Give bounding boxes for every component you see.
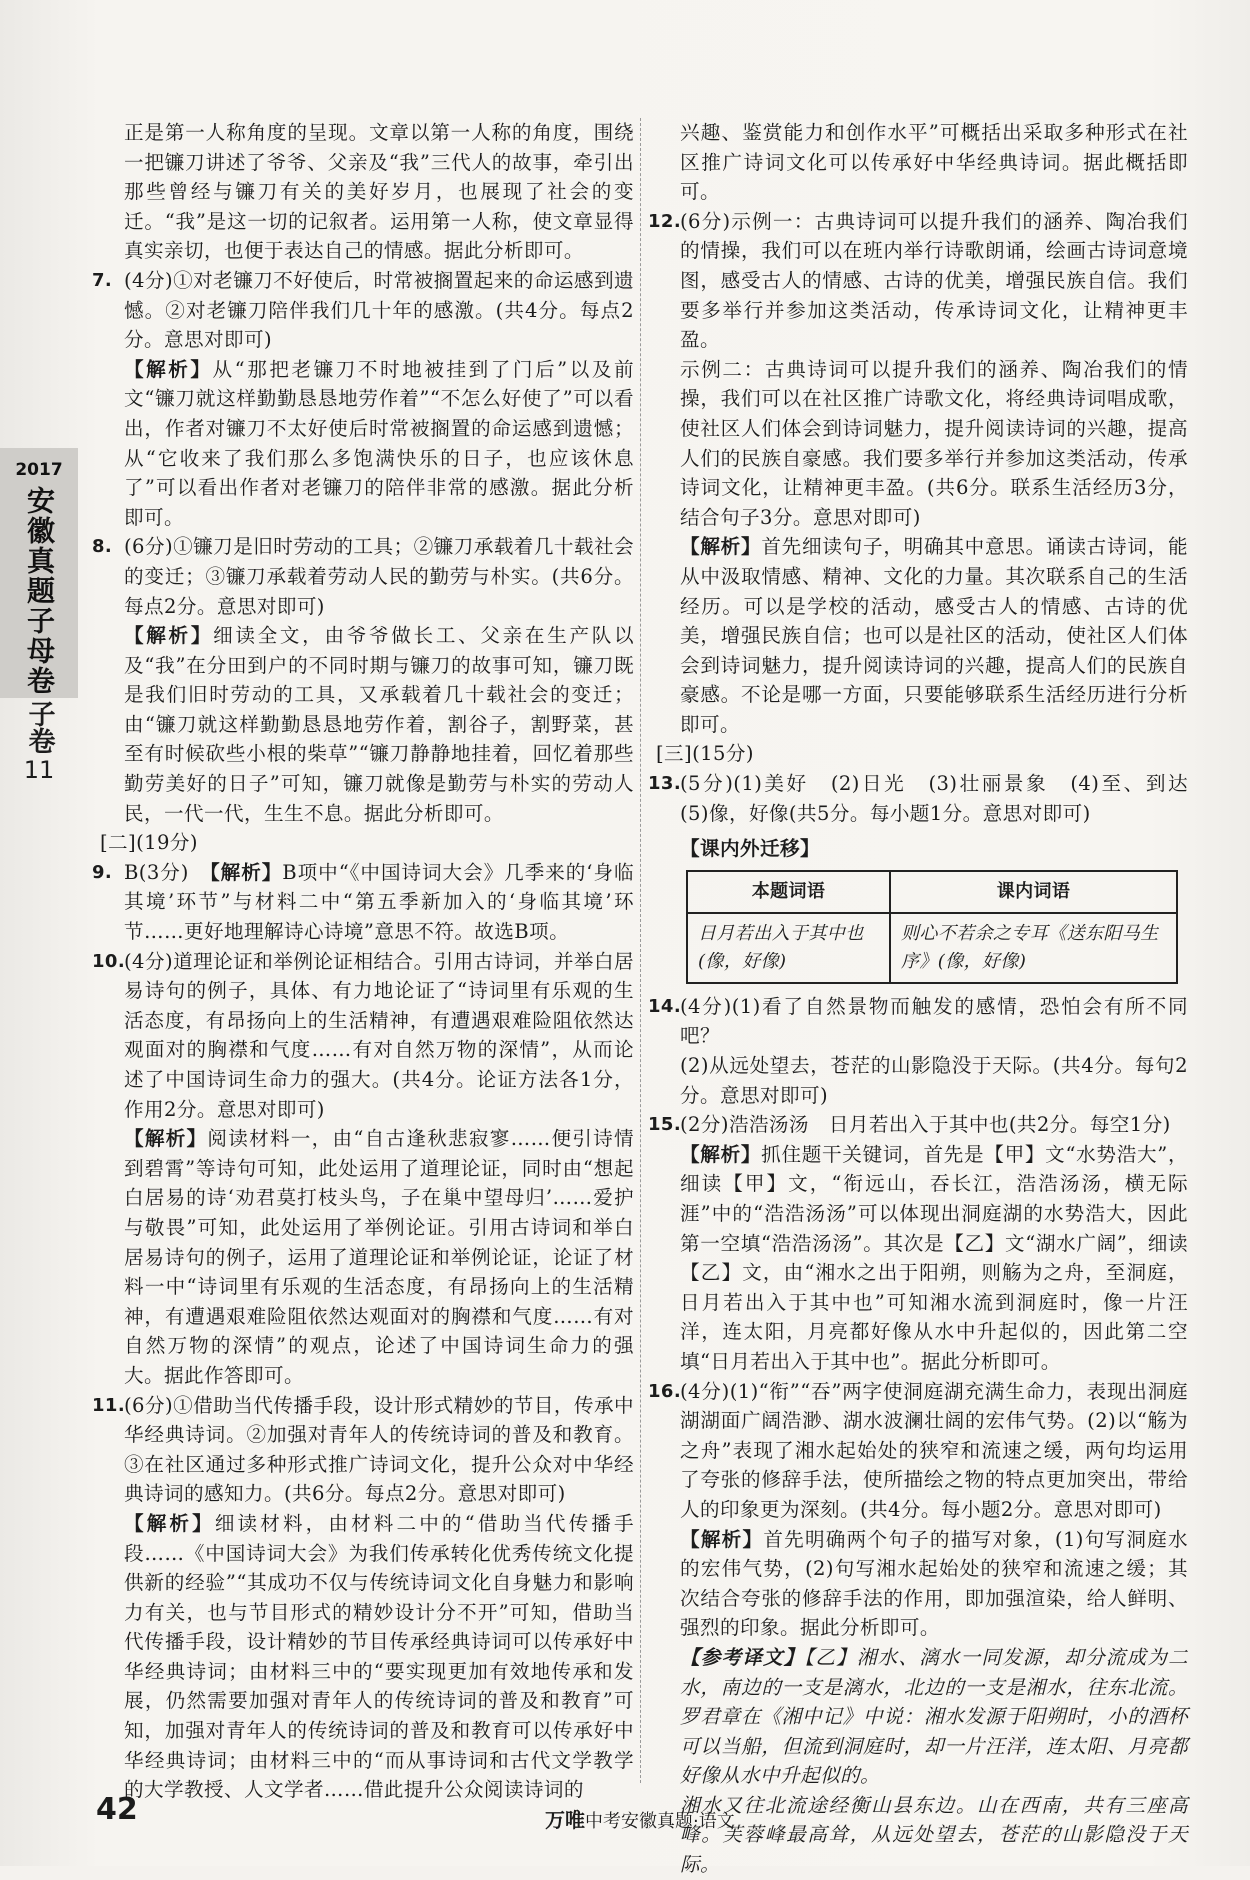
question-number: 13. [648, 773, 682, 795]
analysis-text: 阅读材料一，由“自古逢秋悲寂寥……便引诗情到碧霄”等诗句可知，此处运用了道理论证，同时由“想起白居易的诗‘劝君莫打枝头鸟，子在巢中望母归’……爱护与敬畏”可知，此处运用了举例论证。引用古诗词和举白居易诗句的例子，运用了道理论证和举例论证，论证了材料一中“诗词里有乐观的生活态度，有昂扬向上的生活精神，有遭遇艰难险阻依然达观面对的胸襟和气度……有对自然万物的深情”的观点，论述了中国诗词生命力的强大。据此作答即可。 [124, 1127, 634, 1387]
translation [648, 1643, 1188, 1791]
sidebar-title: 安徽真题子母卷 [23, 486, 56, 696]
answer-text: (4分)(1)看了自然景物而触发的感情，恐怕会有所不同吧？ [680, 994, 1188, 1048]
table-row [687, 913, 1177, 983]
translation-text: 【乙】湘水、漓水一同发源，却分流成为二水，南边的一支是漓水，北边的一支是湘水，往东北流。罗君章在《湘中记》中说：湘水发源于阳朔时，小的酒杯可以当船，但流到洞庭时，却一片汪洋，连太阳、月亮都好像从水中升起似的。 [680, 1645, 1188, 1788]
question-number: 7. [92, 269, 113, 291]
book-title: 中考安徽真题·语文 [585, 1811, 735, 1832]
question-number: 16. [648, 1380, 682, 1402]
analysis-10 [92, 1124, 634, 1390]
analysis-15 [648, 1140, 1188, 1377]
analysis-text: 抓住题干关键词，首先是【甲】文“水势浩大”，细读【甲】文，“衔远山，吞长江，浩浩汤汤，横无际涯”中的“浩浩汤汤”可以体现出洞庭湖的水势浩大，因此第一空填“浩浩汤汤”。其次是【乙】文“湖水广阔”，细读【乙】文，由“湘水之出于阳朔，则觞为之舟，至洞庭，日月若出入于其中也”可知湘水流到洞庭时，像一片汪洋，连太阳，月亮都好像从水中升起似的，因此第二空填“日月若出入于其中也”。据此分析即可。 [680, 1142, 1188, 1373]
analysis-12 [648, 532, 1188, 739]
analysis-text: 细读全文，由爷爷做长工、父亲在生产队以及“我”在分田到户的不同时期与镰刀的故事可知，镰刀既是我们旧时劳动的工具，又承载着几十载社会的变迁；由“镰刀就这样勤勤恳恳地劳作着，割谷子，割野菜，甚至有时候砍些小根的柴草”“镰刀静静地挂着，回忆着那些勤劳美好的日子”可知，镰刀就像是勤劳与朴实的劳动人民，一代一代，生生不息。据此分析即可。 [124, 624, 634, 825]
analysis-7 [92, 355, 634, 533]
table-header: 课内词语 [890, 871, 1177, 913]
question-number: 12. [648, 210, 682, 232]
sidebar-year: 2017 [15, 460, 63, 480]
example-2: 示例二：古典诗词可以提升我们的涵养、陶冶我们的情操，我们可以在社区推广诗歌文化，将经典诗词唱成歌，使社区人们体会到诗词魅力，提升阅读诗词的兴趣，提高人们的民族自豪感。我们要多举行并参加这类活动，传承诗词文化，让精神更丰盈。(共6分。联系生活经历3分，结合句子3分。意思对即可) [680, 357, 1188, 529]
question-10 [92, 947, 634, 1125]
question-number: 11. [92, 1394, 126, 1416]
analysis-text: 从“那把老镰刀不时地被挂到了门后”以及前文“镰刀就这样勤勤恳恳地劳作着”“不怎么好使了”可以看出，作者对镰刀不太好使后时常被搁置的命运感到遗憾；从“它收来了我们那么多饱满快乐的日子，也应该休息了”可以看出作者对老镰刀的陪伴非常的感激。据此分析即可。 [124, 357, 634, 529]
answer-text: (4分)(1)“衔”“吞”两字使洞庭湖充满生命力，表现出洞庭湖湖面广阔浩渺、湖水波澜壮阔的宏伟气势。(2)以“觞为之舟”表现了湘水起始处的狭窄和流速之缓，两句均运用了夸张的修辞手法，使所描绘之物的特点更加突出，带给人的印象更为深刻。(共4分。每小题2分。意思对即可) [680, 1379, 1188, 1521]
left-column [92, 118, 634, 1805]
question-12 [648, 207, 1188, 355]
analysis-text: 首先细读句子，明确其中意思。诵读古诗词，能从中汲取情感、精神、文化的力量。其次联系自己的生活经历。可以是学校的活动，感受古人的情感、古诗的优美，增强民族自信；也可以是社区的活动，使社区人们体会到诗词魅力，提升阅读诗词的兴趣，提高人们的民族自豪感。不论是哪一方面，只要能够联系生活经历进行分析即可。 [680, 535, 1188, 736]
table-header: 本题词语 [687, 871, 890, 913]
analysis-8 [92, 621, 634, 828]
section-heading-2: [二](19分) [100, 831, 198, 855]
right-column [648, 118, 1208, 1880]
analysis-text: 细读材料，由材料二中的“借助当代传播手段……《中国诗词大会》为我们传承转化优秀传统文化提供新的经验”“其成功不仅与传统诗词文化自身魅力和影响力有关，也与节目形式的精妙设计分不开”可知，借助当代传播手段，设计精妙的节目传承经典诗词可以传承好中华经典诗词；由材料三中的“要实现更加有效地传承和发展，仍然需要加强对青年人的传统诗词的普及和教育”可知，加强对青年人的传统诗词的普及和教育可以传承好中华经典诗词；由材料三中的“而从事诗词和古代文学教学的大学教授、人文学者……借此提升公众阅读诗词的 [124, 1511, 634, 1802]
answer-text: (4分)①对老镰刀不好使后，时常被搁置起来的命运感到遗憾。②对老镰刀陪伴我们几十年的感激。(共4分。每点2分。意思对即可) [124, 268, 634, 352]
question-number: 15. [648, 1114, 682, 1136]
analysis-text: B项中“《中国诗词大会》几季来的‘身临其境’环节”与材料二中“第五季新加入的‘身临其境’环节……更好地理解诗心诗境”意思不符。故选B项。 [124, 860, 635, 944]
analysis-tag: 【解析】 [680, 1527, 764, 1551]
word-comparison-table [686, 870, 1178, 984]
page-number: 42 [96, 1792, 138, 1827]
answer-text: (6分)①镰刀是旧时劳动的工具；②镰刀承载着几十载社会的变迁；③镰刀承载着劳动人民的勤劳与朴实。(共6分。每点2分。意思对即可) [124, 535, 634, 618]
question-16 [648, 1377, 1188, 1525]
sidebar-sub [0, 700, 78, 784]
question-7 [92, 266, 634, 355]
answer-text: (5分)(1)美好 (2)日光 (3)壮丽景象 (4)至、到达 (5)像，好像(共5分。每小题1分。意思对即可) [680, 772, 1208, 825]
translation-tag: 【参考译文】 [680, 1645, 805, 1669]
analysis-tag: 【解析】 [124, 624, 214, 648]
analysis-text: 首先明确两个句子的描写对象，(1)句写洞庭水的宏伟气势，(2)句写湘水起始处的狭窄和流速之缓；其次结合夸张的修辞手法的作用，即加强渲染，给人鲜明、强烈的印象。据此分析即可。 [680, 1527, 1188, 1640]
analysis-tag: 【解析】 [680, 1142, 762, 1166]
answer-text: (6分)示例一：古典诗词可以提升我们的涵养、陶冶我们的情操，我们可以在班内举行诗歌朗诵，绘画古诗词意境图，感受古人的情感、古诗的优美，增强民族自信。我们要多举行并参加这类活动，传承诗词文化，让精神更丰盈。 [680, 209, 1188, 352]
transfer-heading: 【课内外迁移】 [680, 837, 820, 861]
q11-continuation: 兴趣、鉴赏能力和创作水平”可概括出采取多种形式在社区推广诗词文化可以传承好中华经典诗词。据此概括即可。 [680, 121, 1188, 204]
question-8 [92, 532, 634, 621]
sidebar-tab [0, 448, 78, 698]
analysis-tag: 【解析】 [124, 357, 213, 381]
answer-text: (4分)道理论证和举例论证相结合。引用古诗词，并举白居易诗句的例子，具体、有力地论证了“诗词里有乐观的生活态度，有昂扬向上的生活精神，有遭遇艰难险阻依然达观面对的胸襟和气度……有对自然万物的深情”，从而论述了中国诗词生命力的强大。(共4分。论证方法各1分，作用2分。意思对即可) [124, 949, 634, 1121]
question-number: 10. [92, 950, 126, 972]
q6-continuation: 正是第一人称角度的呈现。文章以第一人称的角度，围绕一把镰刀讲述了爷爷、父亲及“我”三代人的故事，牵引出那些曾经与镰刀有关的美好岁月，也展现了社会的变迁。“我”是这一切的记叙者。运用第一人称，使文章显得真实亲切，也便于表达自己的情感。据此分析即可。 [124, 121, 634, 263]
answer-14-part2: (2)从远处望去，苍茫的山影隐没于天际。(共4分。每句2分。意思对即可) [680, 1054, 1188, 1107]
answer-text: (6分)①借助当代传播手段，设计形式精妙的节目，传承中华经典诗词。②加强对青年人的传统诗词的普及和教育。③在社区通过多种形式推广诗词文化，提升公众对中华经典诗词的感知力。(共6分。每点2分。意思对即可) [124, 1393, 634, 1506]
sidebar-sub-label: 子卷 [23, 700, 55, 754]
question-15 [648, 1110, 1188, 1140]
table-cell: 则心不若余之专耳《送东阳马生序》(像，好像) [890, 913, 1177, 983]
table-cell: 日月若出入于其中也(像，好像) [687, 913, 890, 983]
answer-text: B(3分) [124, 860, 189, 884]
section-heading-3: [三](15分) [656, 742, 754, 766]
answer-text: (2分)浩浩汤汤 日月若出入于其中也(共2分。每空1分) [680, 1113, 1171, 1137]
analysis-16 [648, 1525, 1188, 1643]
footer-brand [545, 1804, 735, 1833]
question-number: 9. [92, 861, 113, 883]
question-14 [648, 992, 1188, 1051]
question-number: 14. [648, 995, 682, 1017]
analysis-tag: 【解析】 [124, 1127, 208, 1151]
sidebar-sub-number: 11 [23, 756, 55, 784]
question-11 [92, 1391, 634, 1509]
analysis-11 [92, 1509, 634, 1805]
question-13 [648, 769, 1208, 828]
analysis-tag: 【解析】 [124, 1511, 215, 1535]
page-footer [0, 1792, 1250, 1832]
translation-para-2: 湘水又往北流途经衡山县东边。山在西南，共有三座高峰。芙蓉峰最高耸，从远处望去，苍茫的山影隐没于天际。 [680, 1793, 1188, 1877]
brand-logo: 万唯 [545, 1808, 585, 1832]
question-number: 8. [92, 536, 113, 558]
analysis-tag: 【解析】 [680, 535, 762, 559]
column-divider [640, 118, 641, 1783]
question-9 [92, 858, 634, 947]
analysis-tag: 【解析】 [209, 860, 283, 884]
